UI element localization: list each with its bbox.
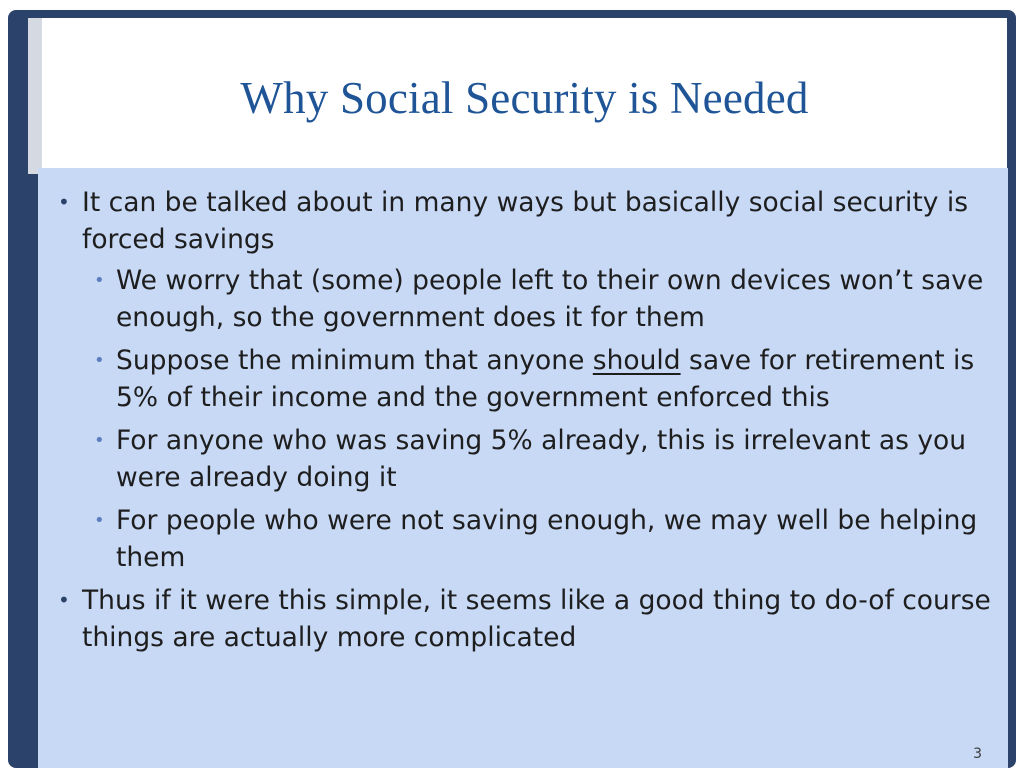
- sub-bullet-icon: •: [94, 510, 105, 531]
- slide-frame: [8, 10, 1016, 768]
- sub-bullet-item: [82, 502, 993, 576]
- sub-bullet-item: [82, 342, 993, 416]
- underlined-word: should: [592, 345, 681, 376]
- bullet-item-forced-savings: [38, 184, 993, 576]
- content-body: [38, 184, 993, 656]
- bullet-text: Thus if it were this simple, it seems like a good thing to do-of course things are actually more complicated: [82, 585, 991, 653]
- slide-title: Why Social Security is Needed: [240, 73, 809, 123]
- sub-bullet-list: [82, 262, 993, 576]
- bullet-icon: •: [58, 190, 70, 214]
- page-number: 3: [973, 746, 982, 762]
- title-panel: [42, 18, 1007, 175]
- bullet-item-conclusion: [38, 582, 993, 656]
- content-panel: [38, 168, 1008, 768]
- bullet-text: It can be talked about in many ways but basically social security is forced savings: [82, 187, 969, 255]
- sub-bullet-icon: •: [94, 430, 105, 451]
- sub-bullet-text-after: save for retirement is 5% of their income and the government enforced this: [116, 345, 975, 413]
- title-side-shadow: [28, 18, 42, 174]
- sub-bullet-text: For people who were not saving enough, we may well be helping them: [116, 505, 978, 573]
- sub-bullet-icon: •: [94, 350, 105, 371]
- bullet-list: [38, 184, 993, 656]
- sub-bullet-text: We worry that (some) people left to their own devices won’t save enough, so the government does it for them: [116, 265, 984, 333]
- sub-bullet-text-before: Suppose the minimum that anyone: [116, 345, 593, 376]
- bullet-icon: •: [58, 588, 70, 612]
- sub-bullet-icon: •: [94, 270, 105, 291]
- sub-bullet-text: For anyone who was saving 5% already, this is irrelevant as you were already doing it: [116, 425, 967, 493]
- sub-bullet-item: [82, 422, 993, 496]
- sub-bullet-item: [82, 262, 993, 336]
